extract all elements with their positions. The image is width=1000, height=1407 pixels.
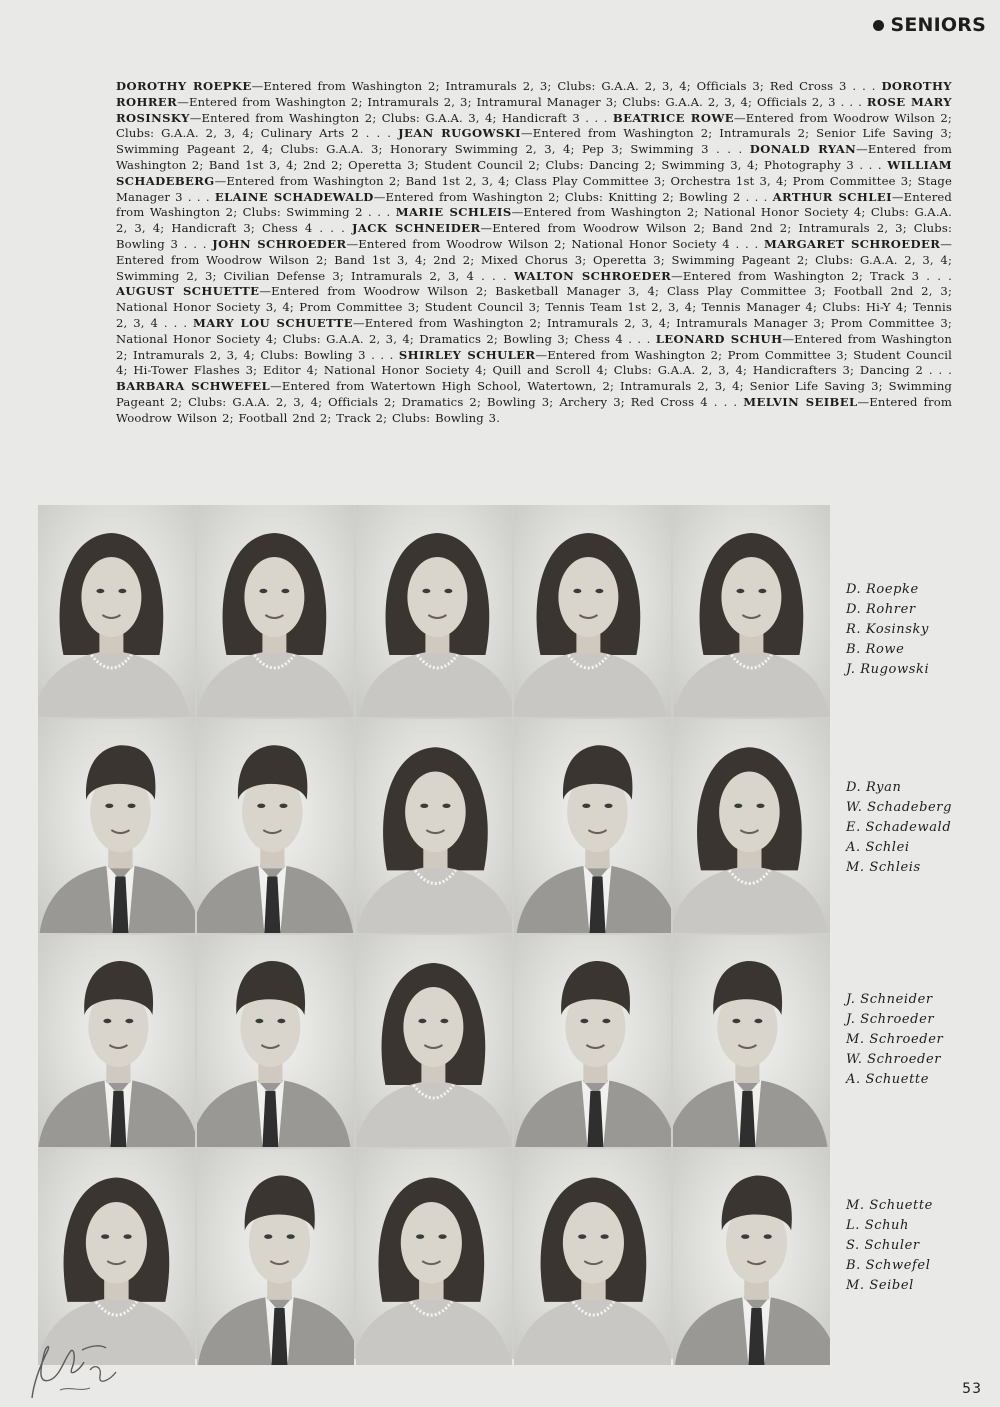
- portrait-caption: A. Schuette: [846, 1072, 930, 1087]
- senior-activities: Entered from Washington 2; Clubs: G.A.A. 3, 4; Handicraft 3: [201, 110, 580, 125]
- portrait-caption: B. Schwefel: [846, 1258, 931, 1273]
- section-title: SENIORS: [890, 14, 986, 36]
- portrait-caption: W. Schadeberg: [846, 800, 953, 815]
- senior-activities: Entered from Washington 2; Prom Committee 3; Student Council 4; Hi-Tower Flashes 3; Editor 4; National Honor Society 4; Quill and Scroll 4; Clubs: G.A.A. 2, 3, 4; Handicrafters 3; Dancing 2: [116, 347, 952, 378]
- senior-activities: Entered from Woodrow Wilson 2; National Honor Society 4: [358, 236, 730, 251]
- senior-portrait: [38, 935, 195, 1147]
- senior-portrait: [356, 935, 513, 1147]
- senior-activities: Entered from Woodrow Wilson 2; Football 2nd 2; Track 2; Clubs: Bowling 3.: [116, 394, 953, 425]
- senior-portrait: [197, 719, 354, 933]
- senior-name: WALTON SCHROEDER: [513, 268, 672, 283]
- senior-name: JEAN RUGOWSKI: [398, 126, 521, 141]
- senior-name: AUGUST SCHUETTE: [116, 284, 260, 299]
- page-number: 53: [962, 1381, 982, 1397]
- senior-portrait: [38, 505, 195, 717]
- senior-name: JACK SCHNEIDER: [351, 221, 481, 236]
- senior-portrait: [514, 719, 671, 933]
- senior-portrait: [514, 935, 671, 1147]
- portrait-caption: D. Ryan: [846, 780, 902, 795]
- senior-activities: Entered from Washington 2; Clubs: Swimming 2: [116, 189, 952, 220]
- senior-activities: Entered from Washington 2; Intramurals 2, 3, 4; Intramurals Manager 3; Prom Committee 3; National Honor Society 4; Clubs: G.A.A. 2, 3, 4; Dramatics 2; Bowling 3; Chess 4: [116, 315, 952, 346]
- senior-activities: Entered from Washington 2; Band 1st 2, 3, 4; Class Play Committee 3; Orchestra 1st 3, 4; Prom Committee 3; Stage Manager 3: [116, 173, 952, 204]
- senior-portrait: [514, 505, 671, 717]
- senior-name: MARGARET SCHROEDER: [764, 236, 941, 251]
- portrait-caption: W. Schroeder: [846, 1052, 942, 1067]
- row-captions: [846, 778, 952, 878]
- senior-portrait: [197, 935, 354, 1147]
- senior-activities: Entered from Woodrow Wilson 2; Band 2nd 2; Intramurals 2, 3; Clubs: Bowling 3: [116, 221, 952, 251]
- senior-portrait: [673, 505, 830, 717]
- senior-portrait: [197, 1149, 354, 1365]
- portrait-caption: D. Roepke: [846, 582, 919, 597]
- senior-portrait: [197, 505, 354, 717]
- row-captions: [846, 990, 943, 1090]
- senior-name: SHIRLEY SCHULER: [398, 347, 536, 362]
- senior-activities: Entered from Woodrow Wilson 2; Band 1st 3, 4; 2nd 2; Mixed Chorus 3; Operetta 3; Swimming Pageant 2; Clubs: G.A.A. 2, 3, 4; Swimming 2, 3; Civilian Defense 3; Intramurals 2, 3, 4: [116, 252, 952, 283]
- senior-name: DONALD RYAN: [749, 142, 857, 157]
- senior-bios: DOROTHY ROEPKE—Entered from Washington 2; Intramurals 2, 3; Clubs: G.A.A. 2, 3, 4; Officials 3; Red Cross 3 . . . DOROTHY ROHRER—Entered from Washington 2; Intramurals 2, 3; Intramural Manager 3; Clubs: G.A.A. 2, 3, 4; Officials 2, 3 . . . ROSE MARY ROSINSKY—Entered from Washington 2; Clubs: G.A.A. 3, 4; Handicraft 3 . . . BEATRICE ROWE—Entered from Woodrow Wilson 2; Clubs: G.A.A. 2, 3, 4; Culinary Arts 2 . . . JEAN RUGOWSKI—Entered from Washington 2; Intramurals 2; Senior Life Saving 3; Swimming Pageant 2, 4; Clubs: G.A.A. 3; Honorary Swimming 2, 3, 4; Pep 3; Swimming 3 . . . DONALD RYAN—Entered from Washington 2; Band 1st 3, 4; 2nd 2; Operetta 3; Student Council 2; Clubs: Dancing 2; Swimming 3, 4; Photography 3 . . . WILLIAM SCHADEBERG—Entered from Washington 2; Band 1st 2, 3, 4; Class Play Committee 3; Orchestra 1st 3, 4; Prom Committee 3; Stage Manager 3 . . . ELAINE SCHADEWALD—Entered from Washington 2; Clubs: Knitting 2; Bowling 2 . . . ARTHUR SCHLEI—Entered from Washington 2; Clubs: Swimming 2 . . . MARIE SCHLEIS—Entered from Washington 2; National Honor Society 4; Clubs: G.A.A. 2, 3, 4; Handicraft 3; Chess 4 . . . JACK SCHNEIDER—Entered from Woodrow Wilson 2; Band 2nd 2; Intramurals 2, 3; Clubs: Bowling 3 . . . JOHN SCHROEDER—Entered from Woodrow Wilson 2; National Honor Society 4 . . . MARGARET SCHROEDER—Entered from Woodrow Wilson 2; Band 1st 3, 4; 2nd 2; Mixed Chorus 3; Operetta 3; Swimming Pageant 2; Clubs: G.A.A. 2, 3, 4; Swimming 2, 3; Civilian Defense 3; Intramurals 2, 3, 4 . . . WALTON SCHROEDER—Entered from Washington 2; Track 3 . . . AUGUST SCHUETTE—Entered from Woodrow Wilson 2; Basketball Manager 3, 4; Class Play Committee 3; Football 2nd 2, 3; National Honor Society 3, 4; Prom Committee 3; Student Council 3; Tennis Team 1st 2, 3, 4; Tennis Manager 4; Clubs: Hi-Y 4; Tennis 2, 3, 4 . . . MARY LOU SCHUETTE—Entered from Washington 2; Intramurals 2, 3, 4; Intramurals Manager 3; Prom Committee 3; National Honor Society 4; Clubs: G.A.A. 2, 3, 4; Dramatics 2; Bowling 3; Chess 4 . . . LEONARD SCHUH—Entered from Washington 2; Intramurals 2, 3, 4; Clubs: Bowling 3 . . . SHIRLEY SCHULER—Entered from Washington 2; Prom Committee 3; Student Council 4; Hi-Tower Flashes 3; Editor 4; National Honor Society 4; Quill and Scroll 4; Clubs: G.A.A. 2, 3, 4; Handicrafters 3; Dancing 2 . . . BARBARA SCHWEFEL—Entered from Watertown High School, Watertown, 2; Intramurals 2, 3, 4; Senior Life Saving 3; Swimming Pageant 2; Clubs: G.A.A. 2, 3, 4; Officials 2; Dramatics 2; Bowling 3; Archery 3; Red Cross 4 . . . MELVIN SEIBEL—Entered from Woodrow Wilson 2; Football 2nd 2; Track 2; Clubs: Bowling 3.: [116, 79, 953, 425]
- senior-portrait: [673, 935, 830, 1147]
- portrait-caption: M. Schuette: [846, 1198, 933, 1213]
- row-captions: [846, 1196, 933, 1296]
- senior-activities: Entered from Washington 2; Intramurals 2, 3, 4; Clubs: Bowling 3: [116, 331, 952, 362]
- senior-name: ELAINE SCHADEWALD: [214, 189, 374, 204]
- portrait-caption: R. Kosinsky: [846, 622, 929, 637]
- senior-name: ROSE MARY ROSINSKY: [116, 94, 952, 125]
- senior-portrait: [514, 1149, 671, 1365]
- senior-portrait: [356, 505, 513, 717]
- senior-name: WILLIAM SCHADEBERG: [116, 157, 952, 188]
- portrait-caption: S. Schuler: [846, 1238, 920, 1253]
- portrait-caption: D. Rohrer: [846, 602, 916, 617]
- senior-activities: Entered from Washington 2; Clubs: Knitting 2; Bowling 2: [385, 189, 741, 204]
- senior-name: BEATRICE ROWE: [612, 110, 734, 125]
- senior-portrait: [38, 719, 195, 933]
- senior-activities: Entered from Washington 2; Intramurals 2, 3; Clubs: G.A.A. 2, 3, 4; Officials 3; Red Cross 3: [263, 79, 847, 93]
- senior-name: ARTHUR SCHLEI: [772, 189, 892, 204]
- portrait-grid: [38, 505, 830, 1359]
- senior-name: DOROTHY ROHRER: [116, 79, 952, 109]
- senior-name: MARIE SCHLEIS: [395, 205, 512, 220]
- portrait-caption: J. Schroeder: [846, 1012, 935, 1027]
- portrait-caption: J. Schneider: [846, 992, 933, 1007]
- senior-activities: Entered from Washington 2; National Honor Society 4; Clubs: G.A.A. 2, 3, 4; Handicraft 3; Chess 4: [116, 205, 953, 236]
- section-header: [873, 14, 986, 36]
- portrait-caption: E. Schadewald: [846, 820, 952, 835]
- senior-activities: Entered from Woodrow Wilson 2; Clubs: G.A.A. 2, 3, 4; Culinary Arts 2: [116, 110, 952, 141]
- portrait-caption: M. Schleis: [846, 860, 921, 875]
- senior-name: BARBARA SCHWEFEL: [116, 379, 271, 394]
- portrait-caption: M. Schroeder: [846, 1032, 944, 1047]
- bullet-icon: [873, 20, 884, 31]
- senior-portrait: [356, 719, 513, 933]
- portrait-caption: A. Schlei: [846, 840, 910, 855]
- senior-portrait: [673, 719, 830, 933]
- senior-name: LEONARD SCHUH: [655, 331, 783, 346]
- portrait-caption: M. Seibel: [846, 1278, 914, 1293]
- portrait-caption: B. Rowe: [846, 642, 905, 657]
- senior-portrait: [673, 1149, 830, 1365]
- senior-activities: Entered from Washington 2; Intramurals 2; Senior Life Saving 3; Swimming Pageant 2, 4; Clubs: G.A.A. 3; Honorary Swimming 2, 3, 4; Pep 3; Swimming 3: [116, 126, 953, 157]
- senior-name: MARY LOU SCHUETTE: [193, 315, 353, 330]
- senior-name: JOHN SCHROEDER: [212, 236, 347, 251]
- senior-activities: Entered from Washington 2; Track 3: [682, 268, 920, 283]
- senior-activities: Entered from Watertown High School, Watertown, 2; Intramurals 2, 3, 4; Senior Life Saving 3; Swimming Pageant 2; Clubs: G.A.A. 2, 3, 4; Officials 2; Dramatics 2; Bowling 3; Archery 3; Red Cross 4: [116, 379, 953, 409]
- senior-activities: Entered from Washington 2; Intramurals 2, 3; Intramural Manager 3; Clubs: G.A.A. 2, 3, 4; Officials 2, 3: [188, 94, 836, 109]
- handwritten-signature: [20, 1310, 130, 1407]
- portrait-caption: L. Schuh: [846, 1218, 910, 1233]
- senior-name: DOROTHY ROEPKE: [116, 79, 252, 93]
- senior-name: MELVIN SEIBEL: [743, 394, 858, 409]
- senior-activities: Entered from Washington 2; Band 1st 3, 4; 2nd 2; Operetta 3; Student Council 2; Clubs: Dancing 2; Swimming 3, 4; Photography 3: [116, 142, 952, 172]
- senior-portrait: [356, 1149, 513, 1365]
- senior-activities: Entered from Woodrow Wilson 2; Basketball Manager 3, 4; Class Play Committee 3; Football 2nd 2, 3; National Honor Society 3, 4; Prom Committee 3; Student Council 3; Tennis Team 1st 2, 3, 4; Tennis Manager 4; Clubs: Hi-Y 4; Tennis 2, 3, 4: [116, 284, 952, 330]
- portrait-caption: J. Rugowski: [846, 662, 930, 677]
- row-captions: [846, 580, 929, 680]
